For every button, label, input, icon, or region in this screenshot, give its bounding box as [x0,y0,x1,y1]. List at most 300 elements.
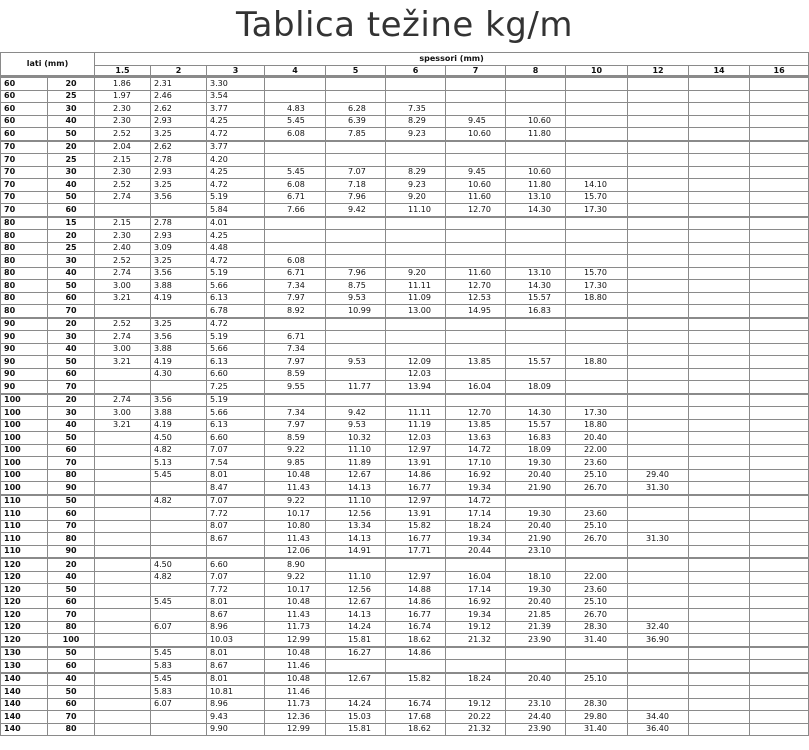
weight-cell [689,482,750,495]
weight-cell [750,255,809,268]
weight-cell: 1.97 [95,90,151,103]
side-b-cell: 60 [48,204,95,217]
table-row [1,584,809,597]
side-a-cell: 80 [1,305,48,318]
weight-cell [446,647,506,660]
weight-cell: 11.80 [506,128,566,141]
weight-cell [265,141,326,154]
weight-cell: 12.53 [446,292,506,305]
side-b-cell: 100 [48,634,95,647]
weight-cell [326,331,386,344]
table-row [1,267,809,280]
weight-cell [689,318,750,331]
weight-cell [95,723,151,736]
table-row [1,444,809,457]
side-a-cell: 80 [1,230,48,243]
weight-cell: 18.09 [506,444,566,457]
weight-cell: 7.35 [386,103,446,116]
weight-cell [689,292,750,305]
side-a-cell: 90 [1,356,48,369]
weight-cell: 4.72 [207,255,265,268]
weight-cell: 31.30 [628,533,689,546]
weight-cell: 7.25 [207,381,265,394]
side-a-cell: 60 [1,115,48,128]
weight-cell [151,204,207,217]
weight-cell: 17.30 [566,280,628,293]
weight-cell: 18.10 [506,571,566,584]
weight-cell: 18.24 [446,673,506,686]
side-a-cell: 90 [1,318,48,331]
table-row [1,77,809,91]
side-a-cell: 90 [1,331,48,344]
weight-cell: 3.00 [95,280,151,293]
weight-cell: 28.30 [566,698,628,711]
weight-cell: 3.25 [151,128,207,141]
weight-cell: 19.34 [446,533,506,546]
weight-cell: 4.01 [207,217,265,230]
weight-cell [628,584,689,597]
weight-cell [446,394,506,407]
table-row [1,634,809,647]
weight-cell: 4.25 [207,166,265,179]
side-b-cell: 20 [48,558,95,571]
weight-cell: 8.92 [265,305,326,318]
weight-cell: 3.56 [151,191,207,204]
weight-cell [689,230,750,243]
weight-cell [628,407,689,420]
weight-cell: 16.92 [446,469,506,482]
weight-cell: 13.10 [506,191,566,204]
weight-cell: 10.60 [446,128,506,141]
weight-cell: 11.46 [265,660,326,673]
weight-cell: 8.01 [207,596,265,609]
weight-cell: 4.19 [151,419,207,432]
weight-cell: 11.10 [326,571,386,584]
weight-cell [326,318,386,331]
weight-cell: 14.13 [326,533,386,546]
weight-cell [689,394,750,407]
weight-cell [386,242,446,255]
weight-cell: 5.19 [207,191,265,204]
side-a-cell: 140 [1,711,48,724]
weight-cell [446,318,506,331]
weight-cell: 7.97 [265,292,326,305]
weight-cell [95,305,151,318]
weight-cell: 2.74 [95,331,151,344]
weight-cell [750,191,809,204]
weight-cell [566,166,628,179]
weight-cell [750,558,809,571]
side-b-cell: 20 [48,77,95,91]
weight-cell: 7.96 [326,191,386,204]
side-b-cell: 40 [48,115,95,128]
weight-cell [689,128,750,141]
side-b-cell: 80 [48,533,95,546]
weight-cell [750,686,809,699]
weight-cell: 15.57 [506,419,566,432]
table-row [1,394,809,407]
weight-cell: 17.14 [446,508,506,521]
weight-cell: 3.88 [151,407,207,420]
side-a-cell: 140 [1,698,48,711]
weight-cell: 9.23 [386,128,446,141]
weight-cell [506,686,566,699]
weight-cell: 7.07 [207,444,265,457]
weight-cell [326,242,386,255]
weight-cell [95,584,151,597]
weight-cell: 20.44 [446,545,506,558]
weight-cell [151,520,207,533]
weight-cell [151,381,207,394]
table-row [1,255,809,268]
weight-cell: 3.77 [207,103,265,116]
weight-cell [326,230,386,243]
weight-cell: 21.32 [446,634,506,647]
side-b-cell: 30 [48,331,95,344]
side-b-cell: 60 [48,368,95,381]
table-row [1,482,809,495]
weight-cell [386,141,446,154]
weight-cell: 16.92 [446,596,506,609]
table-row [1,457,809,470]
weight-cell: 21.90 [506,533,566,546]
weight-cell [446,77,506,91]
weight-cell: 34.40 [628,711,689,724]
weight-cell: 15.57 [506,356,566,369]
side-b-cell: 40 [48,179,95,192]
weight-cell [689,520,750,533]
weight-cell [446,255,506,268]
weight-cell: 2.74 [95,267,151,280]
weight-cell: 4.25 [207,115,265,128]
weight-cell: 16.77 [386,533,446,546]
weight-cell: 15.82 [386,520,446,533]
weight-cell: 11.73 [265,698,326,711]
side-a-cell: 140 [1,673,48,686]
weight-cell [265,154,326,167]
weight-cell: 12.97 [386,571,446,584]
weight-cell [566,103,628,116]
side-a-cell: 100 [1,419,48,432]
weight-cell [689,432,750,445]
weight-cell [689,217,750,230]
weight-cell: 31.40 [566,723,628,736]
weight-cell: 3.25 [151,255,207,268]
weight-cell [689,571,750,584]
weight-cell [689,621,750,634]
side-b-cell: 20 [48,394,95,407]
weight-cell: 3.56 [151,394,207,407]
weight-cell [628,343,689,356]
weight-cell [326,141,386,154]
weight-cell [506,558,566,571]
weight-cell [689,444,750,457]
weight-cell [95,469,151,482]
weight-cell: 8.07 [207,520,265,533]
table-row [1,166,809,179]
thickness-header-8: 8 [506,66,566,77]
side-b-cell: 50 [48,191,95,204]
weight-cell [566,368,628,381]
weight-cell [446,368,506,381]
weight-cell: 7.66 [265,204,326,217]
weight-cell: 22.00 [566,571,628,584]
table-row [1,711,809,724]
table-row [1,331,809,344]
weight-cell: 13.91 [386,457,446,470]
weight-cell [750,495,809,508]
weight-cell [506,647,566,660]
weight-cell [566,394,628,407]
weight-cell [151,533,207,546]
weight-cell: 5.45 [265,166,326,179]
weight-cell [689,634,750,647]
weight-cell: 23.60 [566,457,628,470]
weight-cell: 7.34 [265,280,326,293]
side-b-cell: 70 [48,711,95,724]
weight-cell [628,318,689,331]
weight-cell: 2.74 [95,191,151,204]
weight-cell: 2.52 [95,318,151,331]
table-row [1,305,809,318]
weight-cell [566,230,628,243]
side-b-cell: 70 [48,457,95,470]
weight-cell: 7.72 [207,584,265,597]
table-row [1,647,809,660]
weight-cell: 6.60 [207,368,265,381]
weight-cell [750,634,809,647]
weight-cell: 11.43 [265,482,326,495]
thickness-header-6: 6 [386,66,446,77]
weight-cell [750,394,809,407]
side-b-cell: 25 [48,242,95,255]
thickness-header-16: 16 [750,66,809,77]
weight-cell: 4.48 [207,242,265,255]
weight-cell [95,368,151,381]
weight-cell: 6.71 [265,267,326,280]
table-row [1,242,809,255]
weight-cell [95,432,151,445]
weight-cell [446,103,506,116]
weight-cell: 7.34 [265,343,326,356]
weight-cell: 12.06 [265,545,326,558]
thickness-header-1.5: 1.5 [95,66,151,77]
thickness-header-14: 14 [689,66,750,77]
side-b-cell: 70 [48,520,95,533]
weight-cell [566,141,628,154]
weight-cell [628,698,689,711]
side-a-cell: 90 [1,343,48,356]
weight-cell [506,331,566,344]
weight-cell [628,686,689,699]
side-a-cell: 110 [1,533,48,546]
weight-cell [750,647,809,660]
weight-cell [506,77,566,91]
weight-cell [628,457,689,470]
weight-cell: 3.54 [207,90,265,103]
weight-cell [151,584,207,597]
side-b-cell: 50 [48,432,95,445]
thickness-header-7: 7 [446,66,506,77]
weight-cell: 21.90 [506,482,566,495]
side-a-cell: 130 [1,647,48,660]
table-row [1,115,809,128]
weight-cell: 10.99 [326,305,386,318]
side-a-cell: 80 [1,280,48,293]
side-a-cell: 100 [1,457,48,470]
table-row [1,381,809,394]
weight-cell: 10.03 [207,634,265,647]
weight-cell [750,318,809,331]
weight-cell: 31.30 [628,482,689,495]
weight-cell: 16.77 [386,609,446,622]
weight-cell [628,154,689,167]
weight-cell [95,444,151,457]
weight-cell: 2.78 [151,217,207,230]
weight-cell [689,90,750,103]
side-a-cell: 80 [1,267,48,280]
page-title: Tablica težine kg/m [236,5,573,45]
table-row [1,558,809,571]
weight-cell: 8.01 [207,647,265,660]
weight-cell [628,508,689,521]
weight-cell: 8.67 [207,609,265,622]
weight-cell [689,660,750,673]
weight-cell: 20.40 [506,673,566,686]
side-a-cell: 120 [1,621,48,634]
weight-cell: 13.85 [446,419,506,432]
weight-cell: 23.60 [566,584,628,597]
weight-cell: 6.78 [207,305,265,318]
weight-cell [750,331,809,344]
weight-cell: 8.75 [326,280,386,293]
weight-cell: 12.03 [386,368,446,381]
table-row [1,545,809,558]
table-row [1,508,809,521]
weight-cell: 26.70 [566,609,628,622]
weight-cell: 4.83 [265,103,326,116]
weight-cell [95,204,151,217]
weight-cell [689,141,750,154]
weight-cell: 16.04 [446,381,506,394]
weight-cell [750,584,809,597]
weight-cell [750,343,809,356]
weight-cell: 9.45 [446,166,506,179]
weight-cell [628,305,689,318]
weight-cell [750,128,809,141]
weight-cell [265,217,326,230]
weight-cell: 3.00 [95,343,151,356]
weight-cell: 6.71 [265,191,326,204]
weight-cell [566,128,628,141]
weight-cell: 14.72 [446,495,506,508]
weight-cell: 17.30 [566,407,628,420]
weight-cell: 9.53 [326,292,386,305]
weight-cell [326,558,386,571]
side-a-cell: 100 [1,394,48,407]
side-b-cell: 50 [48,356,95,369]
weight-cell: 14.72 [446,444,506,457]
table-row [1,660,809,673]
weight-cell: 6.71 [265,331,326,344]
weight-cell: 8.01 [207,469,265,482]
weight-cell [628,230,689,243]
table-row [1,356,809,369]
weight-cell: 11.46 [265,686,326,699]
weight-cell: 9.22 [265,571,326,584]
table-row [1,596,809,609]
side-b-cell: 60 [48,660,95,673]
side-b-cell: 50 [48,647,95,660]
weight-cell [446,230,506,243]
side-a-cell: 100 [1,432,48,445]
weight-cell [386,394,446,407]
weight-cell [750,77,809,91]
side-b-cell: 90 [48,545,95,558]
weight-cell [750,230,809,243]
weight-cell: 10.17 [265,508,326,521]
weight-cell [386,77,446,91]
weight-cell: 19.12 [446,621,506,634]
weight-cell [566,495,628,508]
weight-cell: 25.10 [566,520,628,533]
side-a-cell: 120 [1,609,48,622]
table-row [1,217,809,230]
weight-cell [506,242,566,255]
weight-cell: 11.73 [265,621,326,634]
weight-cell: 8.67 [207,660,265,673]
side-a-cell: 70 [1,166,48,179]
weight-cell: 2.30 [95,166,151,179]
weight-cell [566,545,628,558]
weight-cell: 8.67 [207,533,265,546]
weight-cell: 14.10 [566,179,628,192]
weight-cell: 11.19 [386,419,446,432]
weight-cell [506,343,566,356]
weight-cell [689,711,750,724]
weight-cell: 7.72 [207,508,265,521]
weight-cell: 2.15 [95,154,151,167]
weight-cell [689,407,750,420]
side-a-cell: 140 [1,686,48,699]
weight-cell [326,660,386,673]
weight-cell: 11.10 [326,495,386,508]
side-a-cell: 140 [1,723,48,736]
weight-cell: 14.86 [386,647,446,660]
weight-cell [151,482,207,495]
weight-cell: 10.48 [265,673,326,686]
weight-cell: 6.08 [265,128,326,141]
weight-cell: 2.52 [95,128,151,141]
weight-cell: 2.30 [95,103,151,116]
weight-cell [95,381,151,394]
table-row [1,343,809,356]
weight-cell: 2.40 [95,242,151,255]
weight-cell: 22.00 [566,444,628,457]
weight-cell: 15.03 [326,711,386,724]
weight-cell: 3.21 [95,419,151,432]
side-b-cell: 30 [48,166,95,179]
weight-cell: 7.07 [207,571,265,584]
weight-cell [566,558,628,571]
weight-cell [689,545,750,558]
weight-cell [750,545,809,558]
side-a-cell: 120 [1,596,48,609]
weight-cell [95,533,151,546]
header-lati: lati (mm) [1,53,95,77]
weight-cell: 3.56 [151,331,207,344]
weight-cell: 6.07 [151,621,207,634]
